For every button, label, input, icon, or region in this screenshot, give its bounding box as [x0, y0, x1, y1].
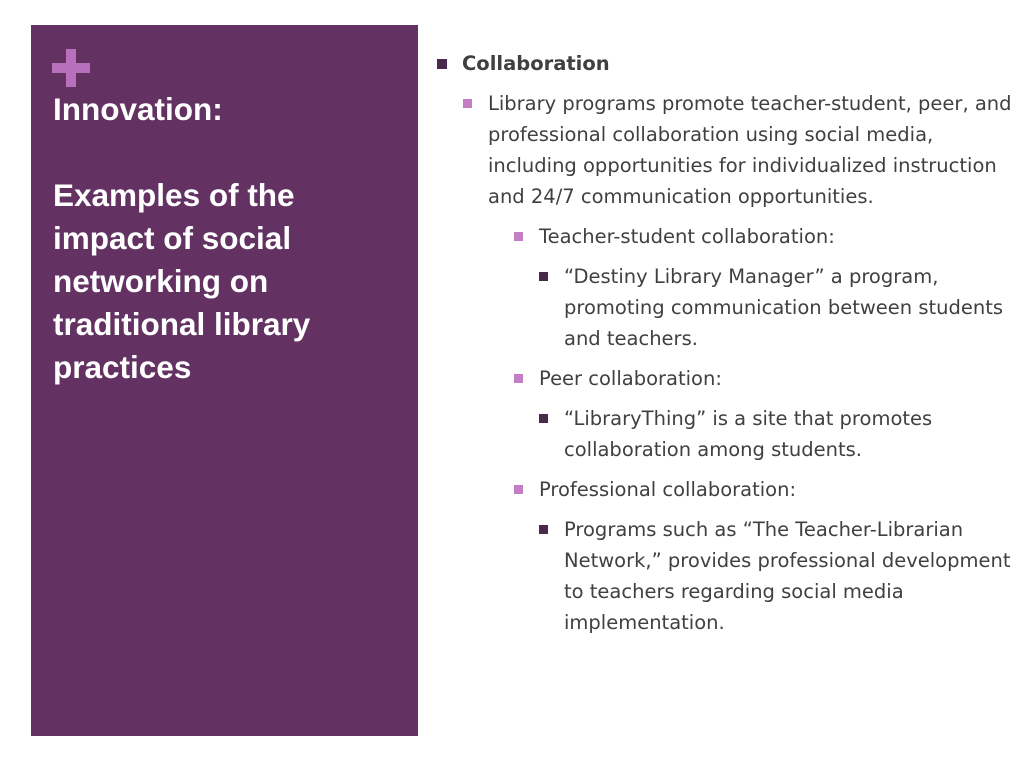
square-bullet-icon	[463, 99, 472, 108]
square-bullet-icon	[514, 232, 523, 241]
bullet-teacher-student	[514, 221, 1012, 252]
bullet-collaboration	[437, 50, 1012, 78]
bullet-intro-text: Library programs promote teacher-student, peer, and professional collaboration using social media, including opportunities for individualized instruction and 24/7 communication opportunities.	[488, 92, 1012, 208]
bullet-label: Peer collaboration:	[539, 367, 722, 390]
bullet-teacher-librarian	[539, 514, 1012, 638]
bullet-detail: “Destiny Library Manager” a program, promoting communication between students and teachers.	[564, 265, 1004, 350]
square-bullet-icon	[514, 485, 523, 494]
bullet-professional	[514, 474, 1012, 505]
slide-title-line2: Examples of the impact of social networking on traditional library practices	[53, 177, 311, 385]
bullet-label: Teacher-student collaboration:	[539, 225, 835, 248]
slide-content	[437, 50, 1012, 638]
bullet-label: Professional collaboration:	[539, 478, 797, 501]
bullet-detail: “LibraryThing” is a site that promotes collaboration among students.	[564, 407, 933, 461]
slide-title	[53, 88, 393, 389]
bullet-destiny	[539, 261, 1012, 354]
bullet-heading: Collaboration	[462, 52, 610, 75]
slide-title-line1: Innovation:	[53, 91, 223, 127]
bullet-detail: Programs such as “The Teacher-Librarian Network,” provides professional development to teachers regarding social media implementation.	[564, 518, 1011, 634]
square-bullet-icon	[437, 59, 447, 69]
square-bullet-icon	[514, 374, 523, 383]
bullet-peer	[514, 363, 1012, 394]
plus-icon	[52, 49, 90, 87]
bullet-librarything	[539, 403, 1012, 465]
bullet-intro	[463, 88, 1012, 212]
square-bullet-icon	[539, 272, 548, 281]
title-panel	[31, 25, 418, 736]
square-bullet-icon	[539, 414, 548, 423]
square-bullet-icon	[539, 525, 548, 534]
